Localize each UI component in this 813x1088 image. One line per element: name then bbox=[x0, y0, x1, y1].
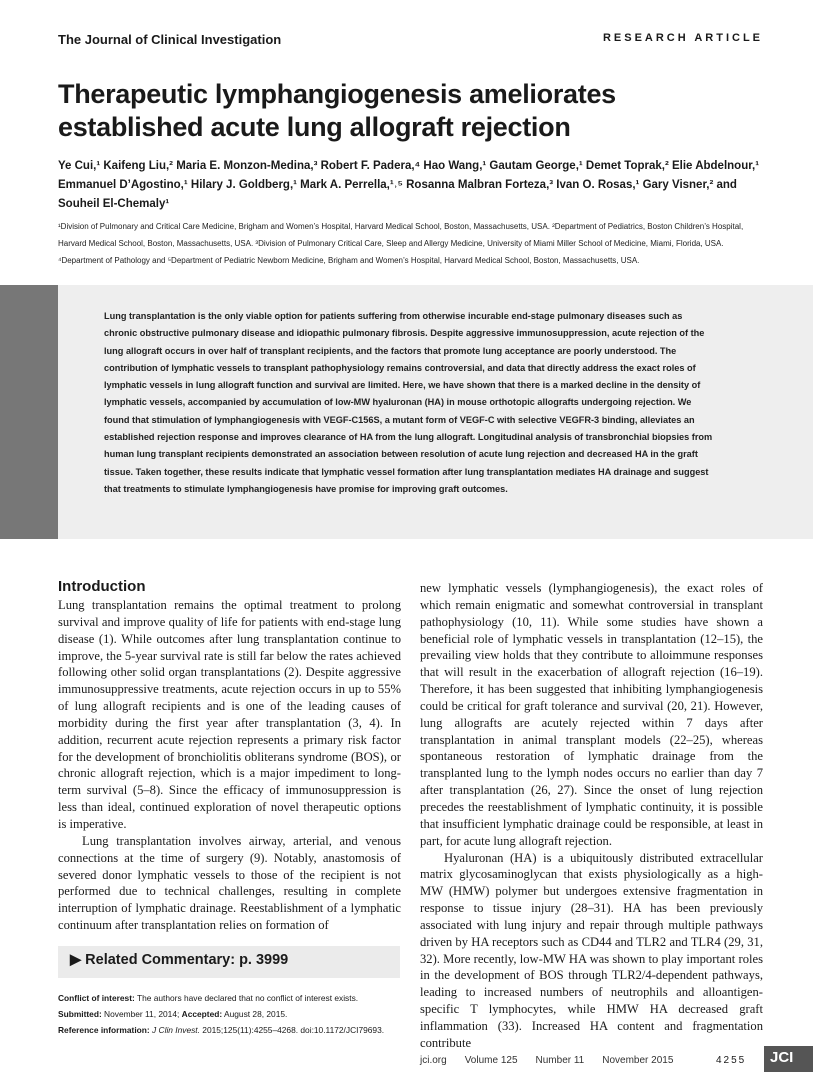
article-title: Therapeutic lymphangiogenesis ameliorates established acute lung allograft rejection bbox=[58, 79, 616, 142]
page-number: 4255 bbox=[716, 1055, 747, 1066]
submitted-label: Submitted: bbox=[58, 1009, 102, 1019]
paragraph: Lung transplantation involves airway, arterial, and venous connections at the time of surgery (9). Notably, anastomosis of severed donor lymphatic vessels to those of the recipient is not performed due to technical challenges, resulting in complete interruption of lymphatic drainage. Reestablishment of a lymphatic continuum after transplantation relies on formation of bbox=[58, 833, 401, 933]
paragraph: Hyaluronan (HA) is a ubiquitously distributed extracellular matrix glycosaminoglycan that exists physiologically as a high-MW (HMW) polymer but undergoes extensive fragmentation in response to tissue injury (28–31). HA has been previously associated with lung injury and repair through multiple pathways driven by HA receptors such as CD44 and TLR2 and TLR4 (29, 31, 32). More recently, low-MW HA was shown to play important roles in the development of BOS through TLR2/4-dependent pathways, leading to increased numbers of neutrophils and alloantigen-specific T lymphocytes, while HMW HA decreased graft inflammation (33). Increased HA content and fragmentation contribute bbox=[420, 850, 763, 1050]
footer-site[interactable]: jci.org bbox=[420, 1055, 447, 1066]
section-label: RESEARCH ARTICLE bbox=[602, 32, 763, 44]
coi-text: The authors have declared that no conflict of interest exists. bbox=[134, 993, 359, 1003]
footer bbox=[420, 1055, 673, 1066]
left-column bbox=[58, 597, 401, 934]
reference-label: Reference information: bbox=[58, 1025, 150, 1035]
reference-journal: J Clin Invest. bbox=[149, 1025, 200, 1035]
right-column bbox=[420, 580, 763, 1052]
paragraph: Lung transplantation remains the optimal treatment to prolong survival and improve quality of life for patients with end-stage lung disease (1). While outcomes after lung transplantation continue to improve, the 5-year survival rate is still far below the rates achieved following other solid organ transplantations (2). Despite aggressive immunosuppressive treatments, acute rejection occurs in up to 55% of lung allograft recipients and is one of the leading causes of morbidity during the first year after transplantation (3, 4). In addition, recurrent acute rejection represents a primary risk factor for the development of bronchiolitis obliterans syndrome (BOS), or chronic allograft rejection, which is a major impediment to long-term survival (5–8). Since the efficacy of immunosuppression is less than ideal, continued exploration of novel therapeutic options is imperative. bbox=[58, 598, 401, 831]
reference-info: 2015;125(11):4255–4268. doi:10.1172/JCI79693. bbox=[199, 1025, 385, 1035]
paragraph: new lymphatic vessels (lymphangiogenesis), the exact roles of which remain enigmatic and somewhat controversial in transplant pathophysiology (10, 11). While some studies have shown a beneficial role of lymphatic vessels in transplantation (12–15), the prevailing view holds that they contribute to alloimmune responses that will result in the exacerbation of allograft rejection (16–19). Therefore, it has been suggested that inhibiting lymphangiogenesis could be critical for graft tolerance and survival (20, 21). However, lung allografts are acutely rejected within 7 days after transplantation in animal transplant models (22–25), whereas spontaneous restoration of lymphatic drainage from the transplanted lung to the lymph nodes occurs no earlier than day 7 after transplantation (26, 27). Since the onset of lung rejection precedes the reestablishment of lymphatic continuity, it is possible that insufficient lymphatic drainage could be responsible, at least in part, for acute lung allograft rejection. bbox=[420, 581, 763, 848]
abstract-side-bar bbox=[0, 285, 58, 539]
footer-volume: Volume 125 bbox=[464, 1055, 518, 1066]
article-metadata bbox=[58, 990, 418, 1038]
accepted-label: Accepted: bbox=[181, 1009, 223, 1019]
footer-date: November 2015 bbox=[602, 1055, 674, 1066]
jci-logo: JCI bbox=[764, 1046, 813, 1072]
author-list: Ye Cui,¹ Kaifeng Liu,² Maria E. Monzon-Medina,³ Robert F. Padera,⁴ Hao Wang,¹ Gautam George,¹ Demet Toprak,² Elie Abdelnour,¹ Emmanuel D’Agostino,¹ Hilary J. Goldberg,¹ Mark A. Perrella,¹˒⁵ Rosanna Malbran Forteza,³ Ivan O. Rosas,¹ Gary Visner,² and Souheil El-Chemaly¹ bbox=[58, 160, 760, 210]
abstract-text: Lung transplantation is the only viable option for patients suffering from otherwise incurable end-stage pulmonary diseases such as chronic obstructive pulmonary disease and idiopathic pulmonary fibrosis. Despite aggressive immunosuppression, acute rejection of the lung allograft occurs in over half of transplant recipients, and the factors that promote lung acceptance are poorly understood. The contribution of lymphatic vessels to transplant pathophysiology remains controversial, and data that directly address the exact roles of lymphatic vessels in lung allograft function and survival are limited. Here, we have shown that there is a marked decline in the density of lymphatic vessels, accompanied by accumulation of low-MW hyaluronan (HA) in mouse orthotopic allografts undergoing rejection. We found that stimulation of lymphangiogenesis with VEGF-C156S, a mutant form of VEGF-C with selective VEGFR-3 binding, alleviates an established rejection response and improves clearance of HA from the lung allograft. Longitudinal analysis of transbronchial biopsies from human lung transplant recipients demonstrated an association between resolution of acute lung rejection and decreased HA in the graft tissue. Taken together, these results indicate that lymphatic vessel formation after lung transplantation mediates HA drainage and suggest that treatments to stimulate lymphangiogenesis have promise for improving graft outcomes. bbox=[104, 311, 713, 494]
introduction-heading: Introduction bbox=[58, 578, 146, 595]
journal-name: The Journal of Clinical Investigation bbox=[58, 32, 282, 47]
related-commentary-link[interactable]: ▶ Related Commentary: p. 3999 bbox=[58, 946, 400, 978]
coi-label: Conflict of interest: bbox=[58, 993, 135, 1003]
footer-number: Number 11 bbox=[535, 1055, 585, 1066]
submitted-date: November 11, 2014; bbox=[101, 1009, 182, 1019]
affiliations: ¹Division of Pulmonary and Critical Care Medicine, Brigham and Women’s Hospital, Harvard Medical School, Boston, Massachusetts, USA. ²Department of Pediatrics, Boston Children’s Hospital, Harvard Medical School, Boston, Massachusetts, USA. ³Division of Pulmonary Critical Care, Sleep and Allergy Medicine, University of Miami Miller School of Medicine, Miami, Florida, USA. ⁴Department of Pathology and ⁵Department of Pediatric Newborn Medicine, Brigham and Women’s Hospital, Harvard Medical School, Boston, Massachusetts, USA. bbox=[58, 222, 744, 265]
accepted-date: August 28, 2015. bbox=[222, 1009, 288, 1019]
